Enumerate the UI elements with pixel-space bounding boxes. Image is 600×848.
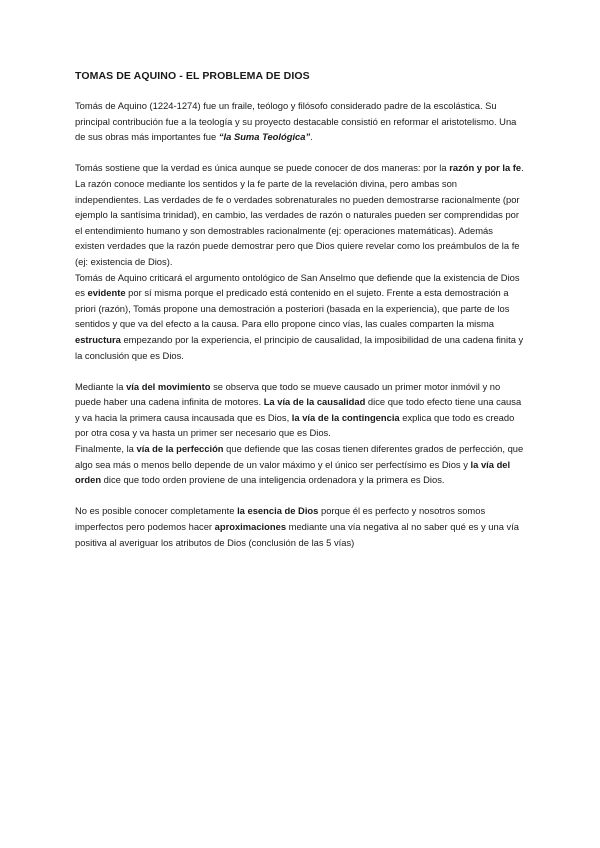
esencia-dios-bold: la esencia de Dios (237, 505, 319, 517)
via-perfeccion-bold: vía de la perfección (136, 443, 224, 455)
esencia-text-3: mediante una vía negativa al no saber qué es y una vía positiva al averiguar los atributos de Dios (conclusión de las 5 vías) (75, 521, 520, 548)
paragraph-intro (75, 98, 525, 145)
perfeccion-text-3: dice que todo orden proviene de una inteligencia ordenadora y la primera es Dios. (101, 474, 445, 486)
via-orden-bold: la vía del orden (75, 458, 511, 486)
vias-text-2: se observa que todo se mueve causado un primer motor inmóvil y no puede haber una cadena infinita de motores. (75, 380, 501, 408)
paragraph-perfeccion (75, 441, 525, 488)
vias-text: Mediante la (75, 380, 127, 392)
perfeccion-text-2: que defiende que las cosas tienen diferentes grados de perfección, que algo sea más o menos bello depende de un valor máximo y el único ser perfectísimo es Dios y (75, 443, 524, 470)
esencia-text-2: porque él es perfecto y nosotros somos imperfectos pero podemos hacer (75, 505, 486, 533)
paragraph-argumento (75, 270, 525, 364)
paragraph-razon-fe (75, 160, 525, 269)
estructura-bold: estructura (75, 333, 121, 345)
vias-text-4: explica que todo es creado por otra cosa y va hasta un primer ser necesario que es Dios. (75, 411, 515, 439)
paragraph-esencia (75, 503, 525, 550)
intro-text: Tomás de Aquino (1224-1274) fue un fraile, teólogo y filósofo considerado padre de la escolástica. Su principal contribución fue a la teología y su proyecto destacable consistió en reformar el aristotelismo. Una de sus obras más importantes fue (75, 100, 517, 143)
suma-teologica-title: “la Suma Teológica” (218, 131, 311, 143)
razon-fe-bold: razón y por la fe (449, 162, 522, 174)
intro-text-end: . (310, 131, 313, 143)
razon-fe-text: Tomás sostiene que la verdad es única aunque se puede conocer de dos maneras: por la (75, 162, 450, 174)
razon-fe-text-end: . La razón conoce mediante los sentidos y la fe parte de la revelación divina, pero ambas son independientes. Las verdades de fe o verdades sobrenaturales no pueden demostrarse racionalmente (por ejemplo la santísima trinidad), en cambio, las verdades de razón o naturales pueden ser comprendidas por el entendimiento humano y son demostrables racionalmente (ej: operaciones matemáticas). Además existen verdades que la razón puede demostrar pero que Dios quiere revelar como los preámbulos de la fe (ej: existencia de Dios). (75, 162, 524, 267)
evidente-bold: evidente (87, 287, 126, 299)
via-contingencia-bold: la vía de la contingencia (291, 411, 400, 423)
page-title: TOMAS DE AQUINO - EL PROBLEMA DE DIOS (75, 70, 310, 82)
via-movimiento-bold: vía del movimiento (126, 380, 211, 392)
argumento-text: Tomás de Aquino criticará el argumento ontológico de San Anselmo que defiende que la existencia de Dios es (75, 271, 520, 299)
via-causalidad-bold: La vía de la causalidad (263, 396, 366, 408)
argumento-text-end: empezando por la experiencia, el principio de causalidad, la imposibilidad de una cadena finita y la conclusión que es Dios. (75, 333, 524, 361)
perfeccion-text: Finalmente, la (75, 443, 137, 455)
aproximaciones-bold: aproximaciones (214, 521, 287, 533)
vias-text-3: dice que todo efecto tiene una causa y va hacia la primera causa incausada que es Dios, (75, 396, 522, 423)
paragraph-vias (75, 379, 525, 441)
document-page (75, 70, 525, 550)
esencia-text: No es posible conocer completamente (75, 505, 238, 517)
argumento-text-mid: por sí misma porque el predicado está contenido en el sujeto. Frente a esta demostración a priori (razón), Tomás propone una demostración a posteriori (basada en la experiencia), que parte de los sentidos y que va del efecto a la causa. Para ello propone cinco vías, las cuales comparten la misma (75, 287, 510, 330)
